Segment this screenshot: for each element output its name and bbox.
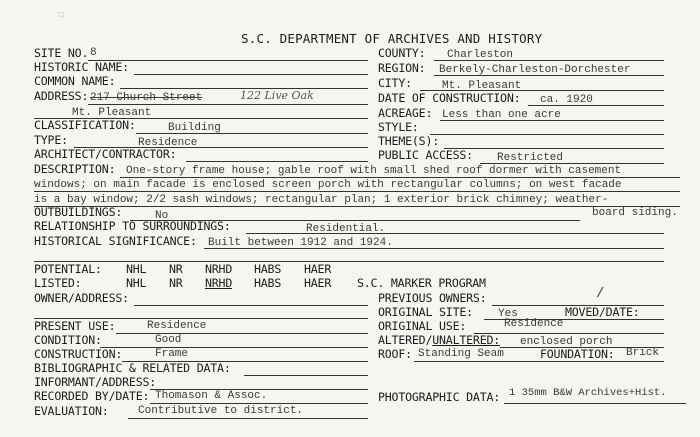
present-use-label: PRESENT USE: <box>34 319 116 333</box>
description-rule1 <box>120 177 680 178</box>
evaluation-line <box>128 418 368 419</box>
card-title: S.C. DEPARTMENT OF ARCHIVES AND HISTORY <box>241 31 543 46</box>
evaluation-value: Contributive to district. <box>138 405 304 417</box>
present-use-value: Residence <box>147 320 207 332</box>
site-no-value: 8 <box>90 47 97 59</box>
listed-nrhd: NRHD <box>205 276 233 290</box>
owner-line <box>134 305 368 306</box>
classification-line <box>136 133 368 134</box>
significance-label: HISTORICAL SIGNIFICANCE: <box>34 234 197 248</box>
themes-label: THEME(S): <box>378 134 440 148</box>
evaluation-label: EVALUATION: <box>34 404 109 418</box>
original-use-label: ORIGINAL USE: <box>378 319 467 333</box>
region-line <box>434 75 664 76</box>
description-line1: One-story frame house; gable roof with small shed roof dormer with casement <box>126 165 622 177</box>
potential-label: POTENTIAL: <box>34 262 102 276</box>
construction-label: CONSTRUCTION: <box>34 347 123 361</box>
present-use-line <box>116 333 368 334</box>
surroundings-value: Residential. <box>306 223 386 235</box>
acreage-line <box>440 120 664 121</box>
roof-value: Standing Seam <box>418 348 504 360</box>
original-site-label: ORIGINAL SITE: <box>378 305 473 319</box>
construction-date-label: DATE OF CONSTRUCTION: <box>378 91 521 105</box>
construction-date-line <box>528 105 664 106</box>
photographic-line <box>504 403 686 404</box>
bibliographic-label: BIBLIOGRAPHIC & RELATED DATA: <box>34 361 231 375</box>
listed-nr: NR <box>169 276 183 290</box>
address-label: ADDRESS: <box>34 89 89 103</box>
style-label: STYLE: <box>378 120 419 134</box>
city-value: Mt. Pleasant <box>442 80 522 92</box>
county-value: Charleston <box>447 49 514 61</box>
description-line2: windows; on main facade is enclosed screen porch with rectangular columns; on west facade <box>34 179 622 191</box>
county-line <box>434 60 664 61</box>
historic-name-line <box>134 74 368 75</box>
outbuildings-value: No <box>155 210 169 222</box>
classification-value: Building <box>168 122 221 134</box>
roof-label: ROOF: <box>378 347 412 361</box>
photographic-value: 1 35mm B&W Archives+Hist. <box>509 387 667 399</box>
altered-label <box>378 334 500 347</box>
informant-label: INFORMANT/ADDRESS: <box>34 375 157 389</box>
condition-label: CONDITION: <box>34 333 102 347</box>
listed-habs: HABS <box>254 276 282 290</box>
corner-stamp: ☐ <box>58 9 64 20</box>
potential-nr: NR <box>169 262 183 276</box>
significance-value: Built between 1912 and 1924. <box>208 237 393 249</box>
altered-label-a: ALTERED/ <box>378 333 433 347</box>
roof-line <box>414 361 664 362</box>
potential-habs: HABS <box>254 262 282 276</box>
recorded-line <box>150 403 368 404</box>
recorded-value: Thomason & Assoc. <box>155 390 268 402</box>
potential-nhl: NHL <box>126 262 147 276</box>
themes-line <box>444 148 664 149</box>
bibliographic-line <box>244 375 368 376</box>
condition-line <box>100 347 368 348</box>
description-rule3 <box>34 206 680 207</box>
acreage-label: ACREAGE: <box>378 106 433 120</box>
moved-mark: / <box>596 286 605 302</box>
common-name-label: COMMON NAME: <box>34 74 116 88</box>
county-label: COUNTY: <box>378 46 426 60</box>
historic-name-label: HISTORIC NAME: <box>34 60 129 74</box>
acreage-value: Less than one acre <box>442 109 561 121</box>
address-value: 217 Church Street <box>90 92 203 104</box>
recorded-label: RECORDED BY/DATE: <box>34 389 150 403</box>
listed-haer: HAER <box>304 276 332 290</box>
marker-program-label: S.C. MARKER PROGRAM <box>357 276 486 290</box>
region-label: REGION: <box>378 61 426 75</box>
significance-line <box>204 248 664 249</box>
construction-date-value: ca. 1920 <box>540 94 593 106</box>
owner-label: OWNER/ADDRESS: <box>34 291 129 305</box>
site-no-label: SITE NO. <box>34 46 89 60</box>
address-line <box>88 104 368 105</box>
altered-label-b: UNALTERED: <box>432 333 501 347</box>
style-line <box>430 134 664 135</box>
description-line4: board siding. <box>592 207 678 219</box>
photographic-label: PHOTOGRAPHIC DATA: <box>378 390 501 404</box>
surroundings-line <box>246 233 664 234</box>
classification-label: CLASSIFICATION: <box>34 118 136 132</box>
moved-label: MOVED/DATE: <box>565 305 640 319</box>
foundation-label: FOUNDATION: <box>540 347 615 361</box>
description-label: DESCRIPTION: <box>34 162 116 176</box>
condition-value: Good <box>155 334 182 346</box>
address-line2: Mt. Pleasant <box>72 107 152 119</box>
site-no-line <box>88 60 368 61</box>
altered-value: enclosed porch <box>520 336 613 348</box>
public-access-value: Restricted <box>497 152 564 164</box>
previous-owners-label: PREVIOUS OWNERS: <box>378 291 487 305</box>
original-use-line <box>474 333 664 334</box>
public-access-label: PUBLIC ACCESS: <box>378 148 473 162</box>
outbuildings-label: OUTBUILDINGS: <box>34 205 123 219</box>
potential-nrhd: NRHD <box>205 262 233 276</box>
city-label: CITY: <box>378 76 412 90</box>
address-handwritten: 122 Live Oak <box>240 89 314 102</box>
original-site-value: Yes <box>498 308 518 320</box>
listed-label: LISTED: <box>34 276 82 290</box>
construction-value: Frame <box>155 348 189 360</box>
original-use-value: Residence <box>504 318 564 330</box>
architect-label: ARCHITECT/CONTRACTOR: <box>34 147 177 161</box>
public-access-line <box>480 163 664 164</box>
type-label: TYPE: <box>34 133 68 147</box>
description-line3: is a bay window; 2/2 sash windows; rectangular plan; 1 exterior brick chimney; weather- <box>34 194 609 206</box>
region-value: Berkely-Charleston-Dorchester <box>439 64 631 76</box>
surroundings-label: RELATIONSHIP TO SURROUNDINGS: <box>34 219 231 233</box>
type-value: Residence <box>138 137 198 149</box>
architect-line <box>186 161 368 162</box>
description-rule2 <box>34 191 680 192</box>
potential-haer: HAER <box>304 262 332 276</box>
foundation-value: Brick <box>626 347 660 359</box>
listed-nhl: NHL <box>126 276 147 290</box>
